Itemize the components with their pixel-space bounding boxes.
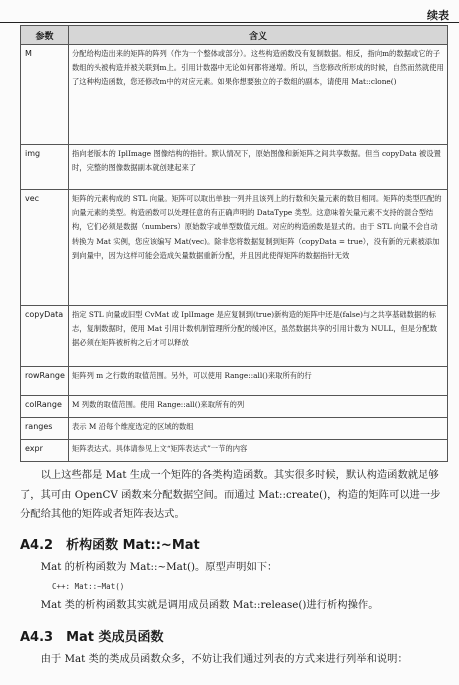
param-desc: 表示 M 沿每个维度选定的区域的数组 bbox=[69, 418, 448, 440]
table-row bbox=[21, 306, 448, 367]
paragraph-constructors-summary: 以上这些都是 Mat 生成一个矩阵的各类构造函数。其实很多时候，默认构造函数就足够了，其可由 OpenCV 函数来分配数据空间。而通过 Mat::create()，构造的矩阵可以进一步分配给其他的矩阵或者矩阵表达式。 bbox=[20, 469, 441, 520]
table-row bbox=[21, 367, 448, 396]
param-name: copyData bbox=[21, 306, 69, 367]
param-name: img bbox=[21, 145, 69, 190]
param-name: ranges bbox=[21, 418, 69, 440]
param-name: M bbox=[21, 45, 69, 145]
paragraph-destructor-release: Mat 类的析构函数其实就是调用成员函数 Mat::release()进行析构操作。 bbox=[40, 599, 379, 611]
param-name: rowRange bbox=[21, 367, 69, 396]
section-heading-member-functions: A4.3 Mat 类成员函数 bbox=[20, 630, 164, 645]
param-desc: 矩阵的元素构成的 STL 向量。矩阵可以取出单独一列并且该列上的行数和矢量元素的数目相同。矩阵的类型匹配的向量元素的类型。构造函数可以处理任意的有正确声明的 DataType 类型。这意味着矢量元素不支持的混合型结构，它们必须是数据（numbers）原始数字或单型数值元组。对应的构造函数是显式的。由于 STL 向量不会自动转换为 Mat 实例，您应该编写 Mat(vec)。除非您将数据复制到矩阵（copyData = true），没有新的元素被添加到向量中，因为这样可能会造成矢量数据重新分配，并且因此使得矩阵的数据指针无效 bbox=[69, 190, 448, 306]
table-row bbox=[21, 45, 448, 145]
paragraph-destructor-intro: Mat 的析构函数为 Mat::~Mat()。原型声明如下： bbox=[40, 561, 278, 573]
table-row bbox=[21, 145, 448, 190]
top-rule bbox=[0, 22, 459, 23]
param-desc: 分配给构造出来的矩阵的阵列（作为一个整体或部分）。这些构造函数没有复制数据。相反，指向m的数据或它的子数组的头被构造并被关联到m上。引用计数器中无论如何都将递增。所以，当您修改所形成的时候，自然而然就使用了这种构造函数，您还修改m中的对应元素。如果你想要独立的子数组的副本，请使用 Mat::clone() bbox=[69, 45, 448, 145]
param-desc: 矩阵表达式。具体请参见上文“矩阵表达式”一节的内容 bbox=[69, 440, 448, 462]
code-destructor-prototype: C++: Mat::~Mat() bbox=[52, 582, 125, 591]
table-row bbox=[21, 190, 448, 306]
parameter-table bbox=[20, 25, 448, 462]
section-heading-destructor: A4.2 析构函数 Mat::~Mat bbox=[20, 538, 200, 553]
param-desc: 矩阵列 m 之行数的取值范围。另外，可以使用 Range::all()来取所有的行 bbox=[69, 367, 448, 396]
table-row bbox=[21, 440, 448, 462]
continued-label: 续表 bbox=[427, 9, 449, 22]
param-name: vec bbox=[21, 190, 69, 306]
param-name: expr bbox=[21, 440, 69, 462]
table-header-row bbox=[21, 26, 448, 45]
header-meaning: 含义 bbox=[69, 26, 448, 45]
param-desc: M 列数的取值范围。使用 Range::all()来取所有的列 bbox=[69, 396, 448, 418]
table-row bbox=[21, 418, 448, 440]
param-name: colRange bbox=[21, 396, 69, 418]
param-desc: 指向老版本的 IplImage 图像结构的指针。默认情况下，原始图像和新矩阵之间共享数据。但当 copyData 被设置时，完整的图像数据副本就创建起来了 bbox=[69, 145, 448, 190]
header-param: 参数 bbox=[21, 26, 69, 45]
param-desc: 指定 STL 向量或旧型 CvMat 或 IplImage 是应复制到(true)新构造的矩阵中还是(false)与之共享基础数据的标志，复制数据时，使用 Mat 引用计数机制管理所分配的缓冲区，虽然数据共享的引用计数为 NULL，但是分配数据必须在矩阵被析构之后才可以释放 bbox=[69, 306, 448, 367]
table-row bbox=[21, 396, 448, 418]
paragraph-member-functions-intro: 由于 Mat 类的类成员函数众多，不妨让我们通过列表的方式来进行列举和说明： bbox=[40, 653, 408, 665]
